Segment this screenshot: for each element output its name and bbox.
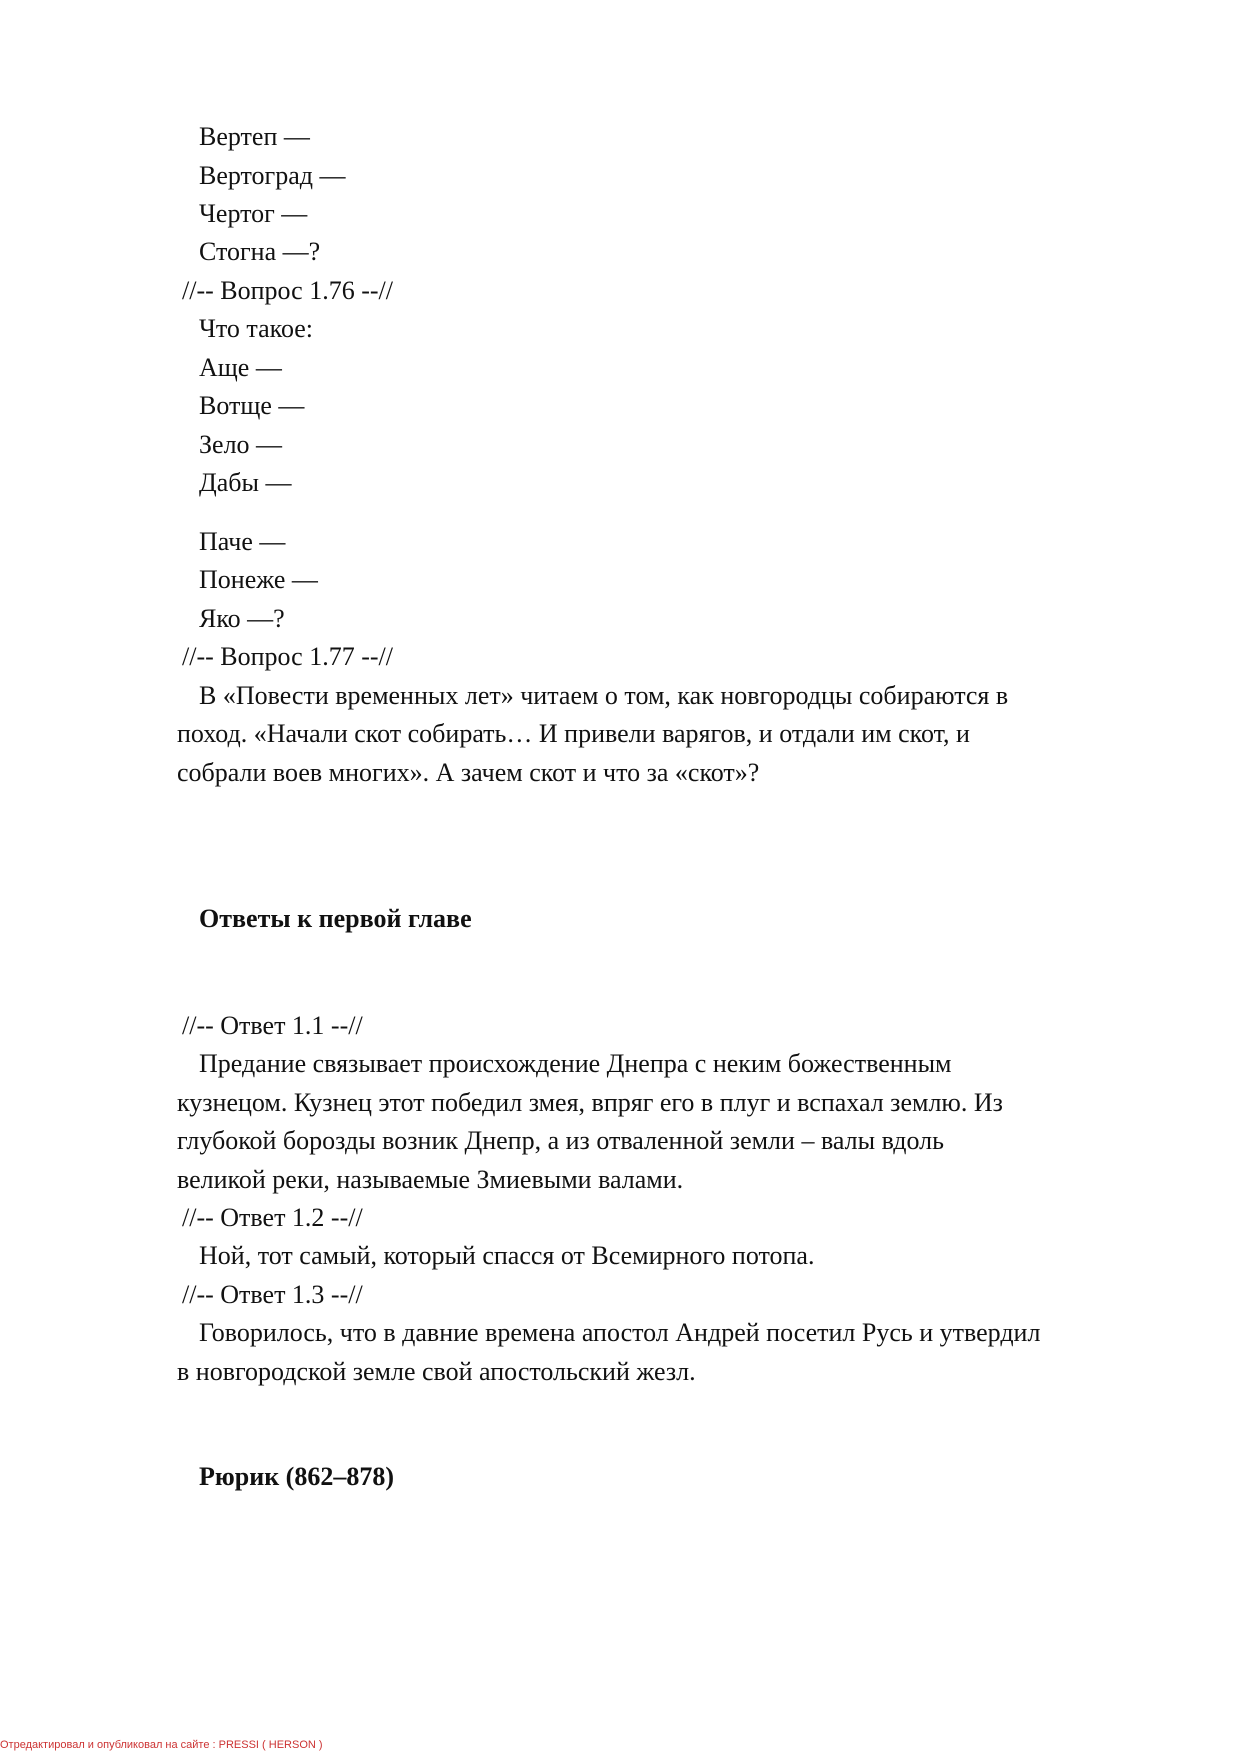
term-line: Вертеп — — [199, 122, 310, 151]
term-line: Понеже — — [199, 565, 318, 594]
term-line: Вертоград — — [199, 161, 346, 190]
paragraph-line: глубокой борозды возник Днепр, а из отваленной земли – валы вдоль — [177, 1126, 944, 1155]
term-line: Аще — — [199, 353, 282, 382]
term-line: Вотще — — [199, 391, 305, 420]
paragraph-line: Ной, тот самый, который спасся от Всемирного потопа. — [199, 1241, 815, 1270]
footer-credit: Отредактировал и опубликовал на сайте : PRESSI ( HERSON ) — [0, 1739, 323, 1751]
term-line: Паче — — [199, 527, 286, 556]
term-line: Зело — — [199, 430, 283, 459]
paragraph-line: кузнецом. Кузнец этот победил змея, впряг его в плуг и вспахал землю. Из — [177, 1088, 1003, 1117]
paragraph-line: Предание связывает происхождение Днепра с неким божественным — [199, 1049, 952, 1078]
question-marker: //-- Вопрос 1.76 --// — [182, 276, 393, 305]
term-line: Дабы — — [199, 468, 292, 497]
paragraph-line: великой реки, называемые Змиевыми валами. — [177, 1165, 684, 1194]
paragraph-line: собрали воев многих». А зачем скот и что за «скот»? — [177, 758, 760, 787]
question-marker: //-- Вопрос 1.77 --// — [182, 642, 393, 671]
answer-marker: //-- Ответ 1.2 --// — [182, 1203, 363, 1232]
term-line: Чертог — — [199, 199, 308, 228]
paragraph-line: Говорилось, что в давние времена апостол Андрей посетил Русь и утвердил — [199, 1318, 1041, 1347]
section-heading: Ответы к первой главе — [199, 904, 472, 933]
term-line: Яко —? — [199, 604, 285, 633]
answer-marker: //-- Ответ 1.1 --// — [182, 1011, 363, 1040]
paragraph-line: поход. «Начали скот собирать… И привели варягов, и отдали им скот, и — [177, 719, 970, 748]
chapter-heading: Рюрик (862–878) — [199, 1462, 394, 1491]
term-line: Стогна —? — [199, 237, 321, 266]
question-intro: Что такое: — [199, 314, 314, 343]
answer-marker: //-- Ответ 1.3 --// — [182, 1280, 363, 1309]
paragraph-line: в новгородской земле свой апостольский жезл. — [177, 1357, 696, 1386]
paragraph-line: В «Повести временных лет» читаем о том, как новгородцы собираются в — [199, 681, 1009, 710]
